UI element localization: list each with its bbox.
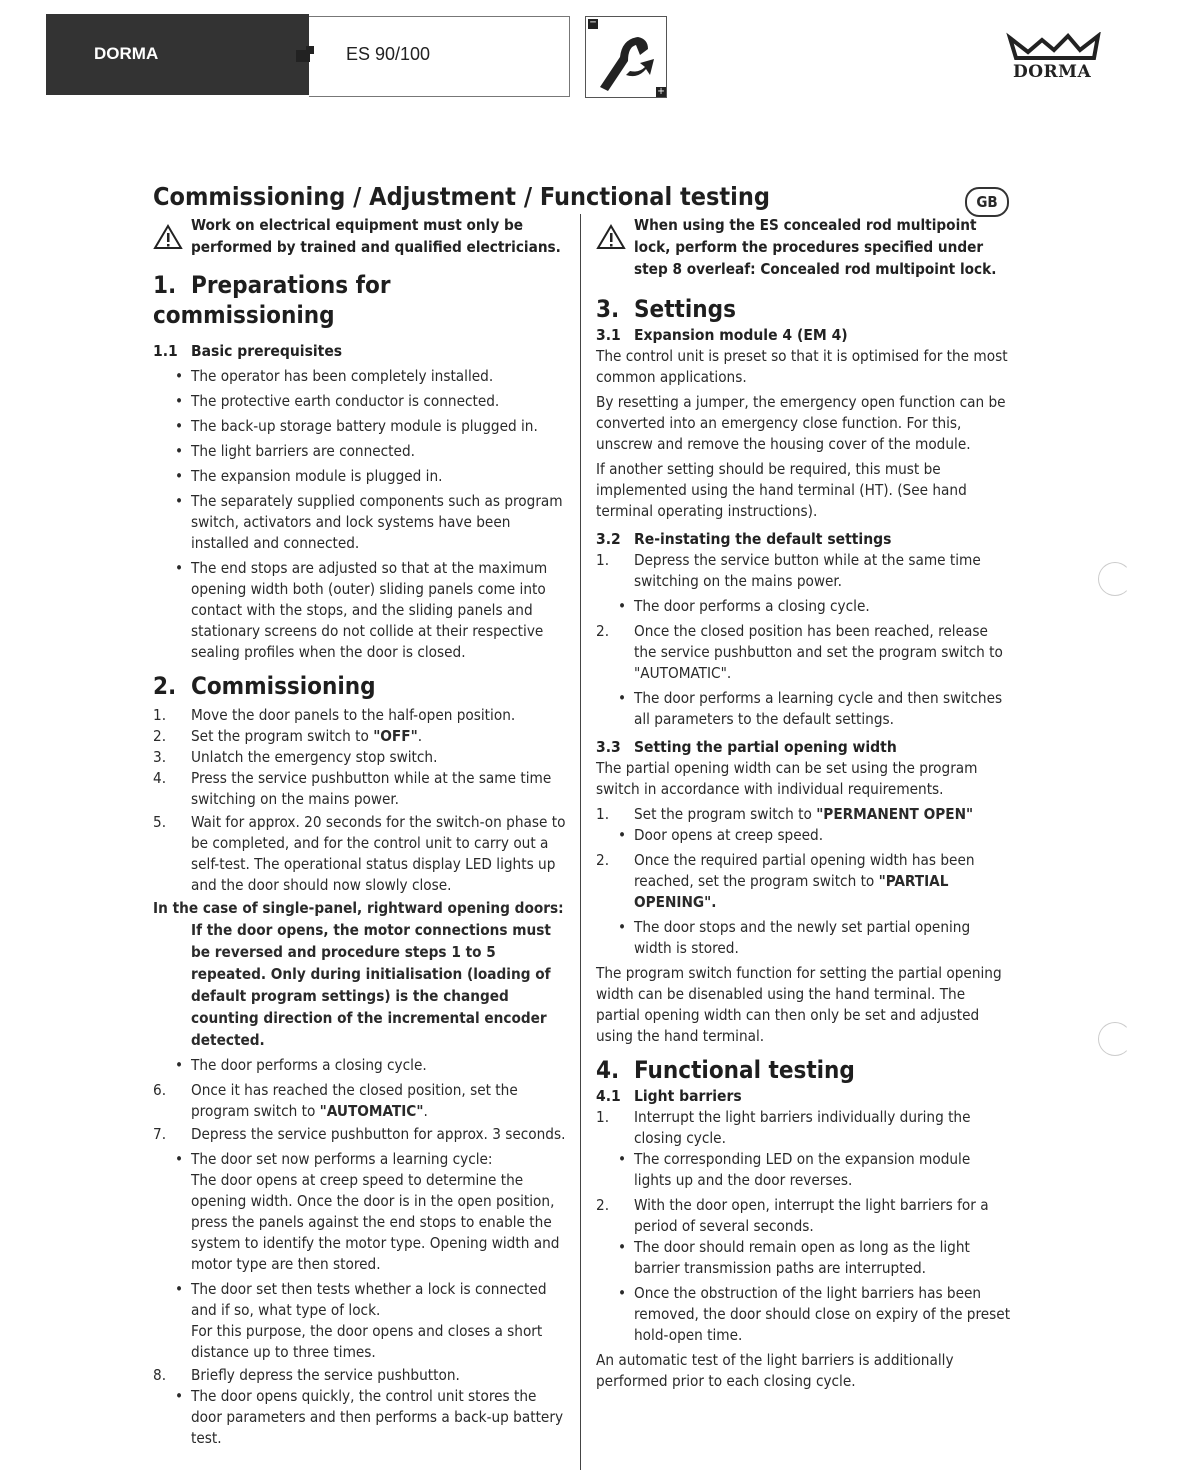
step-item: 8. Briefly depress the service pushbutton. • The door opens quickly, the control unit stores the door parameters and then performs a back-up battery test. bbox=[153, 1365, 568, 1449]
list-item: • The end stops are adjusted so that at the maximum opening width both (outer) sliding panels come into contact with the stops, and the sliding panels and stationary screens do not collide at their respective sealing profiles when the door is closed. bbox=[191, 558, 568, 663]
plus-sign: + bbox=[657, 86, 665, 97]
list-item: • The light barriers are connected. bbox=[191, 441, 568, 462]
list-item: • The protective earth conductor is connected. bbox=[191, 391, 568, 412]
case-body: If the door opens, the motor connections must be reversed and procedure steps 1 to 5 repeated. Only during initialisation (loading of default program settings) is the changed counting direction of the incremental encoder detected. bbox=[191, 921, 551, 1049]
section-2-heading: 2. Commissioning bbox=[153, 672, 376, 700]
commissioning-steps bbox=[153, 705, 568, 896]
model-marker-icon bbox=[296, 50, 310, 62]
paragraph: If another setting should be required, this must be implemented using the hand terminal (HT). (See hand terminal operating instructions). bbox=[596, 460, 967, 520]
header-brand-bar bbox=[46, 14, 309, 95]
list-item: • The corresponding LED on the expansion module lights up and the door reverses. bbox=[634, 1149, 1011, 1191]
right-column bbox=[596, 214, 1011, 1392]
screwdriver-icon bbox=[586, 17, 666, 97]
step-item: 2. Set the program switch to "OFF". bbox=[153, 727, 423, 745]
list-item: • The expansion module is plugged in. bbox=[191, 466, 568, 487]
punch-hole bbox=[1098, 1022, 1132, 1056]
step-item: 1. Set the program switch to "PERMANENT OPEN" • Door opens at creep speed. bbox=[596, 804, 1011, 846]
minus-sign: − bbox=[589, 17, 597, 28]
list-item: • The operator has been completely installed. bbox=[191, 366, 568, 387]
step-item: 4. Press the service pushbutton while at the same time switching on the mains power. bbox=[153, 769, 552, 808]
step-item: 5. Wait for approx. 20 seconds for the switch-on phase to be completed, and for the control unit to carry out a self-test. The operational status display LED lights up and the door should now slowly close. bbox=[153, 813, 566, 894]
model-name: ES 90/100 bbox=[346, 44, 431, 64]
paragraph: An automatic test of the light barriers is additionally performed prior to each closing cycle. bbox=[596, 1351, 954, 1390]
warning-text: Work on electrical equipment must only be performed by trained and qualified electricians. bbox=[191, 216, 561, 256]
paragraph: By resetting a jumper, the emergency open function can be converted into an emergency close function. For this, unscrew and remove the housing cover of the module. bbox=[596, 393, 1006, 453]
list-item: • The door performs a closing cycle. bbox=[191, 1055, 568, 1076]
section-3-2-heading: 3.2 Re-instating the default settings bbox=[596, 530, 892, 548]
light-barrier-steps bbox=[596, 1107, 1011, 1346]
lock-warning bbox=[596, 214, 1011, 280]
section-3-heading: 3. Settings bbox=[596, 295, 736, 323]
warning-triangle-icon bbox=[153, 224, 183, 250]
list-item: • The door stops and the newly set partial opening width is stored. bbox=[634, 917, 1011, 959]
case-heading: In the case of single-panel, rightward opening doors: bbox=[153, 899, 564, 917]
safety-warning bbox=[153, 214, 568, 258]
warning-text: When using the ES concealed rod multipoint lock, perform the procedures specified under step 8 overleaf: Concealed rod multipoint lock. bbox=[634, 216, 997, 278]
page-title: Commissioning / Adjustment / Functional testing bbox=[153, 182, 770, 211]
list-item: • Once the obstruction of the light barriers has been removed, the door should close on expiry of the preset hold-open time. bbox=[634, 1283, 1011, 1346]
punch-hole bbox=[1098, 562, 1132, 596]
paragraph: The partial opening width can be set using the program switch in accordance with individual requirements. bbox=[596, 759, 978, 798]
warning-triangle-icon bbox=[596, 224, 626, 250]
list-item: • Door opens at creep speed. bbox=[634, 825, 1011, 846]
list-item: • The back-up storage battery module is plugged in. bbox=[191, 416, 568, 437]
step-item: 7. Depress the service pushbutton for approx. 3 seconds. • The door set now performs a learning cycle: The door opens at creep speed to determine the opening width. Once the door is in the open position, press the panels against the end stops to enable the system to identify the motor type. Opening width and motor type are then stored. • The door set then tests whether a lock is connected and if so, what type of lock. For this purpose, the door opens and closes a short distance up to three times. bbox=[153, 1124, 568, 1363]
list-item: • The separately supplied components such as program switch, activators and lock systems have been installed and connected. bbox=[191, 491, 568, 554]
section-1-heading: 1. Preparations for commissioning bbox=[153, 271, 391, 329]
step-item: 2. Once the closed position has been reached, release the service pushbutton and set the program switch to "AUTOMATIC". • The door performs a learning cycle and then switches all parameters to the default settings. bbox=[596, 621, 1011, 730]
screwdriver-adjust-icon bbox=[585, 16, 667, 98]
case-bullets bbox=[153, 1055, 568, 1076]
section-1-1-heading: 1.1 Basic prerequisites bbox=[153, 342, 343, 360]
left-column bbox=[153, 214, 568, 1449]
list-item: • The door performs a learning cycle and then switches all parameters to the default settings. bbox=[634, 688, 1011, 730]
step-item: 1. Move the door panels to the half-open position. bbox=[153, 706, 516, 724]
dorma-logo-text: DORMA bbox=[1013, 62, 1092, 82]
list-item: • The door set then tests whether a lock is connected and if so, what type of lock. For this purpose, the door opens and closes a short distance up to three times. bbox=[191, 1279, 568, 1363]
commissioning-steps-continued bbox=[153, 1080, 568, 1449]
step-item: 6. Once it has reached the closed position, set the program switch to "AUTOMATIC". bbox=[153, 1081, 518, 1120]
language-badge: GB bbox=[965, 187, 1009, 217]
step-item: 1. Interrupt the light barriers individually during the closing cycle. • The corresponding LED on the expansion module lights up and the door reverses. bbox=[596, 1107, 1011, 1191]
list-item: • The door set now performs a learning cycle: The door opens at creep speed to determine the opening width. Once the door is in the open position, press the panels against the end stops to enable the system to identify the motor type. Opening width and motor type are then stored. bbox=[191, 1149, 568, 1275]
step-item: 2. Once the required partial opening width has been reached, set the program switch to "PARTIAL OPENING". • The door stops and the newly set partial opening width is stored. bbox=[596, 850, 1011, 959]
section-3-3-heading: 3.3 Setting the partial opening width bbox=[596, 738, 897, 756]
prerequisites-list bbox=[153, 366, 568, 663]
section-4-heading: 4. Functional testing bbox=[596, 1056, 855, 1084]
step-item: 1. Depress the service button while at the same time switching on the mains power. • The door performs a closing cycle. bbox=[596, 550, 1011, 617]
list-item: • The door performs a closing cycle. bbox=[634, 596, 1011, 617]
section-4-1-heading: 4.1 Light barriers bbox=[596, 1087, 742, 1105]
paragraph: The control unit is preset so that it is optimised for the most common applications. bbox=[596, 347, 1008, 386]
default-settings-steps bbox=[596, 550, 1011, 730]
step-item: 3. Unlatch the emergency stop switch. bbox=[153, 748, 438, 766]
section-3-1-heading: 3.1 Expansion module 4 (EM 4) bbox=[596, 326, 848, 344]
step-item: 2. With the door open, interrupt the light barriers for a period of several seconds. • The door should remain open as long as the light barrier transmission paths are interrupted. • Once the obstruction of the light barriers has been removed, the door should close on expiry of the preset hold-open time. bbox=[596, 1195, 1011, 1346]
list-item: • The door should remain open as long as the light barrier transmission paths are interrupted. bbox=[634, 1237, 1011, 1279]
column-divider bbox=[580, 214, 581, 1470]
partial-opening-steps bbox=[596, 804, 1011, 959]
list-item: • The door opens quickly, the control unit stores the door parameters and then performs a back-up battery test. bbox=[191, 1386, 568, 1449]
brand-name: DORMA bbox=[94, 44, 159, 63]
paragraph: The program switch function for setting the partial opening width can be disenabled using the hand terminal. The partial opening width can then only be set and adjusted using the hand terminal. bbox=[596, 964, 1002, 1045]
